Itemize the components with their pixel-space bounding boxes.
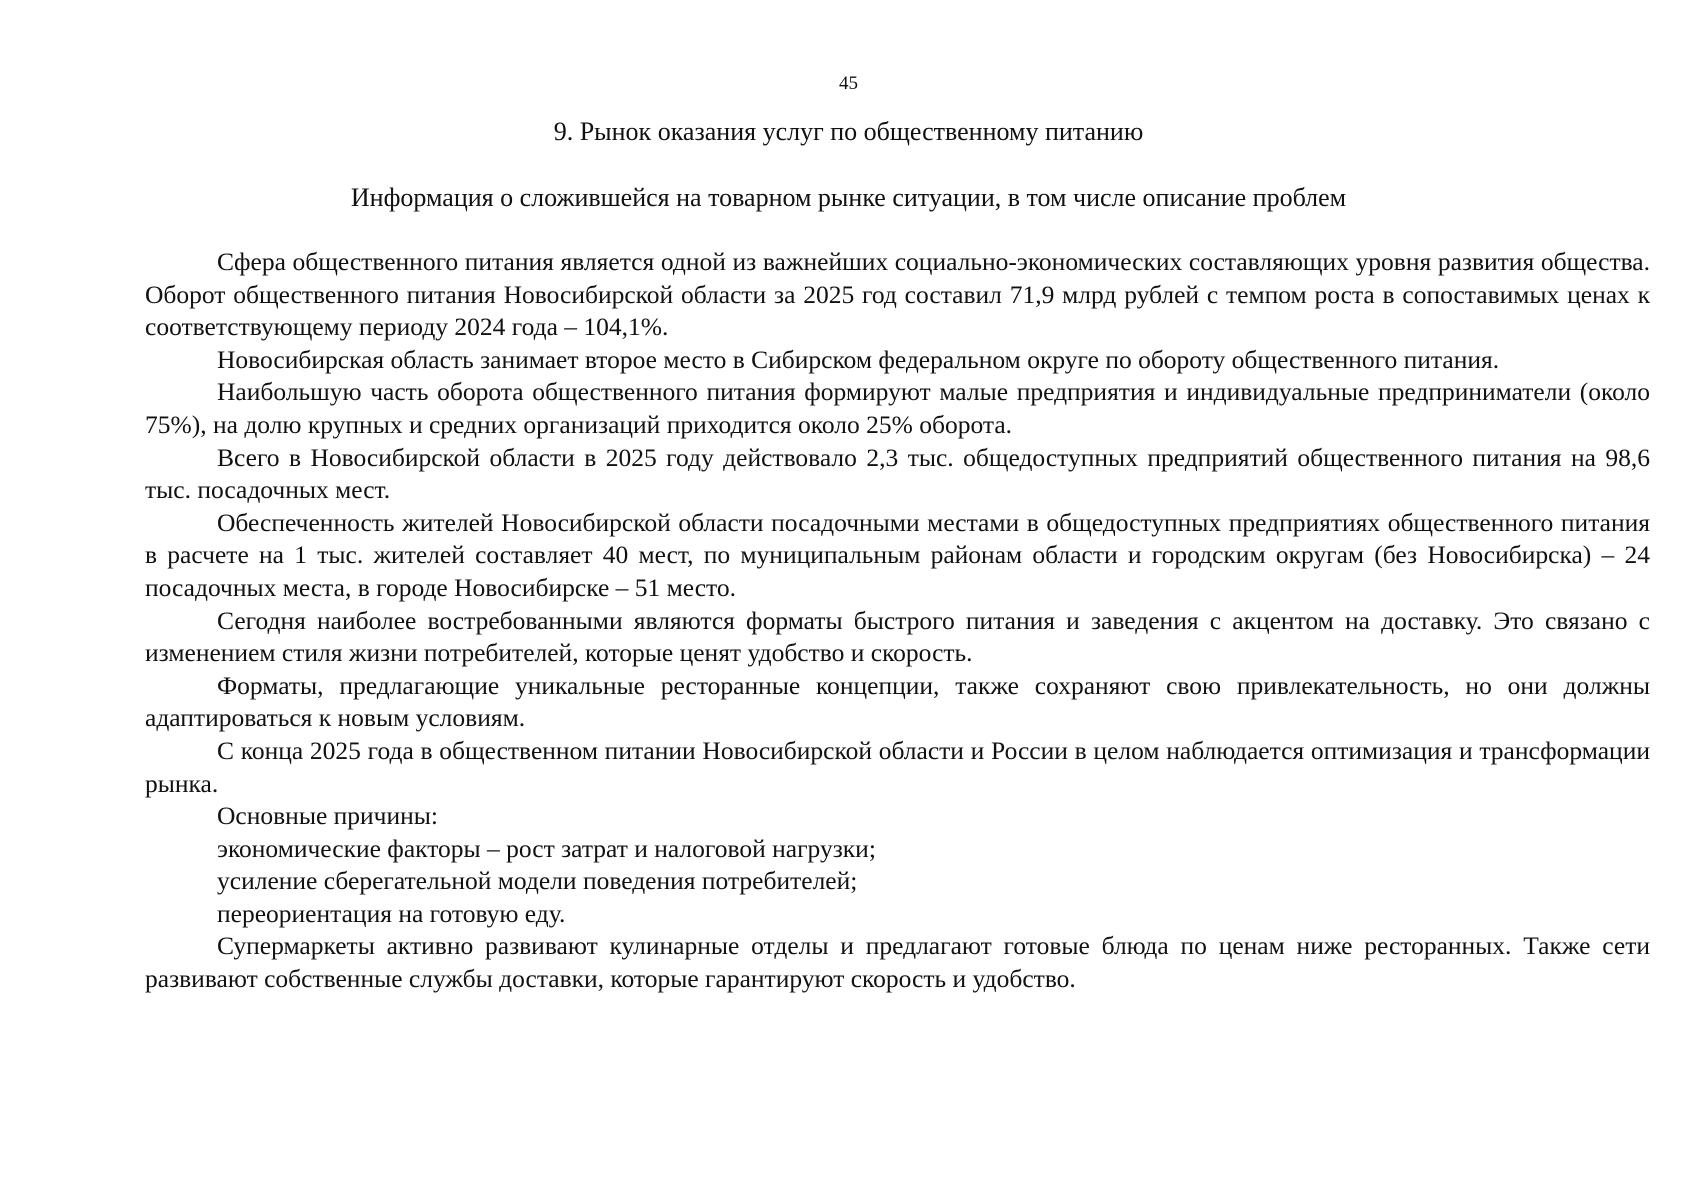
list-item: усиление сберегательной модели поведения потребителей; bbox=[217, 866, 858, 896]
list-item: экономические факторы – рост затрат и налоговой нагрузки; bbox=[217, 833, 876, 863]
paragraph: Обеспеченность жителей Новосибирской области посадочными местами в общедоступных предприятиях общественного питания в расчете на 1 тыс. жителей составляет 40 мест, по муниципальным районам области и городским округам (без Новосибирска) – 24 посадочных места, в городе Новосибирске – 51 место. bbox=[145, 507, 1650, 602]
page-number: 45 bbox=[839, 73, 858, 94]
paragraph: Основные причины: bbox=[217, 801, 439, 831]
subsection-title: Информация о сложившейся на товарном рынке ситуации, в том числе описание проблем bbox=[350, 183, 1347, 212]
paragraph: Новосибирская область занимает второе место в Сибирском федеральном округе по обороту общественного питания. bbox=[217, 344, 1500, 374]
paragraph: Супермаркеты активно развивают кулинарные отделы и предлагают готовые блюда по ценам ниже ресторанных. Также сети развивают собственные службы доставки, которые гарантируют скорость и удобство. bbox=[145, 931, 1650, 994]
section-title: 9. Рынок оказания услуг по общественному питанию bbox=[553, 117, 1144, 146]
paragraph: С конца 2025 года в общественном питании Новосибирской области и России в целом наблюдается оптимизация и трансформации рынка. bbox=[145, 735, 1650, 798]
paragraph: Форматы, предлагающие уникальные ресторанные концепции, также сохраняют свою привлекательность, но они должны адаптироваться к новым условиям. bbox=[145, 670, 1650, 733]
list-item: переориентация на готовую еду. bbox=[217, 898, 566, 928]
paragraph: Всего в Новосибирской области в 2025 году действовало 2,3 тыс. общедоступных предприятий общественного питания на 98,6 тыс. посадочных мест. bbox=[145, 442, 1650, 505]
paragraph: Сфера общественного питания является одной из важнейших социально-экономических составляющих уровня развития общества. Оборот общественного питания Новосибирской области за 2025 год составил 71,9 млрд рублей с темпом роста в сопоставимых ценах к соответствующему периоду 2024 года – 104,1%. bbox=[145, 247, 1650, 342]
body-text bbox=[145, 246, 1650, 996]
paragraph: Сегодня наиболее востребованными являются форматы быстрого питания и заведения с акцентом на доставку. Это связано с изменением стиля жизни потребителей, которые ценят удобство и скорость. bbox=[145, 605, 1650, 668]
paragraph: Наибольшую часть оборота общественного питания формируют малые предприятия и индивидуальные предприниматели (около 75%), на долю крупных и средних организаций приходится около 25% оборота. bbox=[145, 377, 1650, 439]
